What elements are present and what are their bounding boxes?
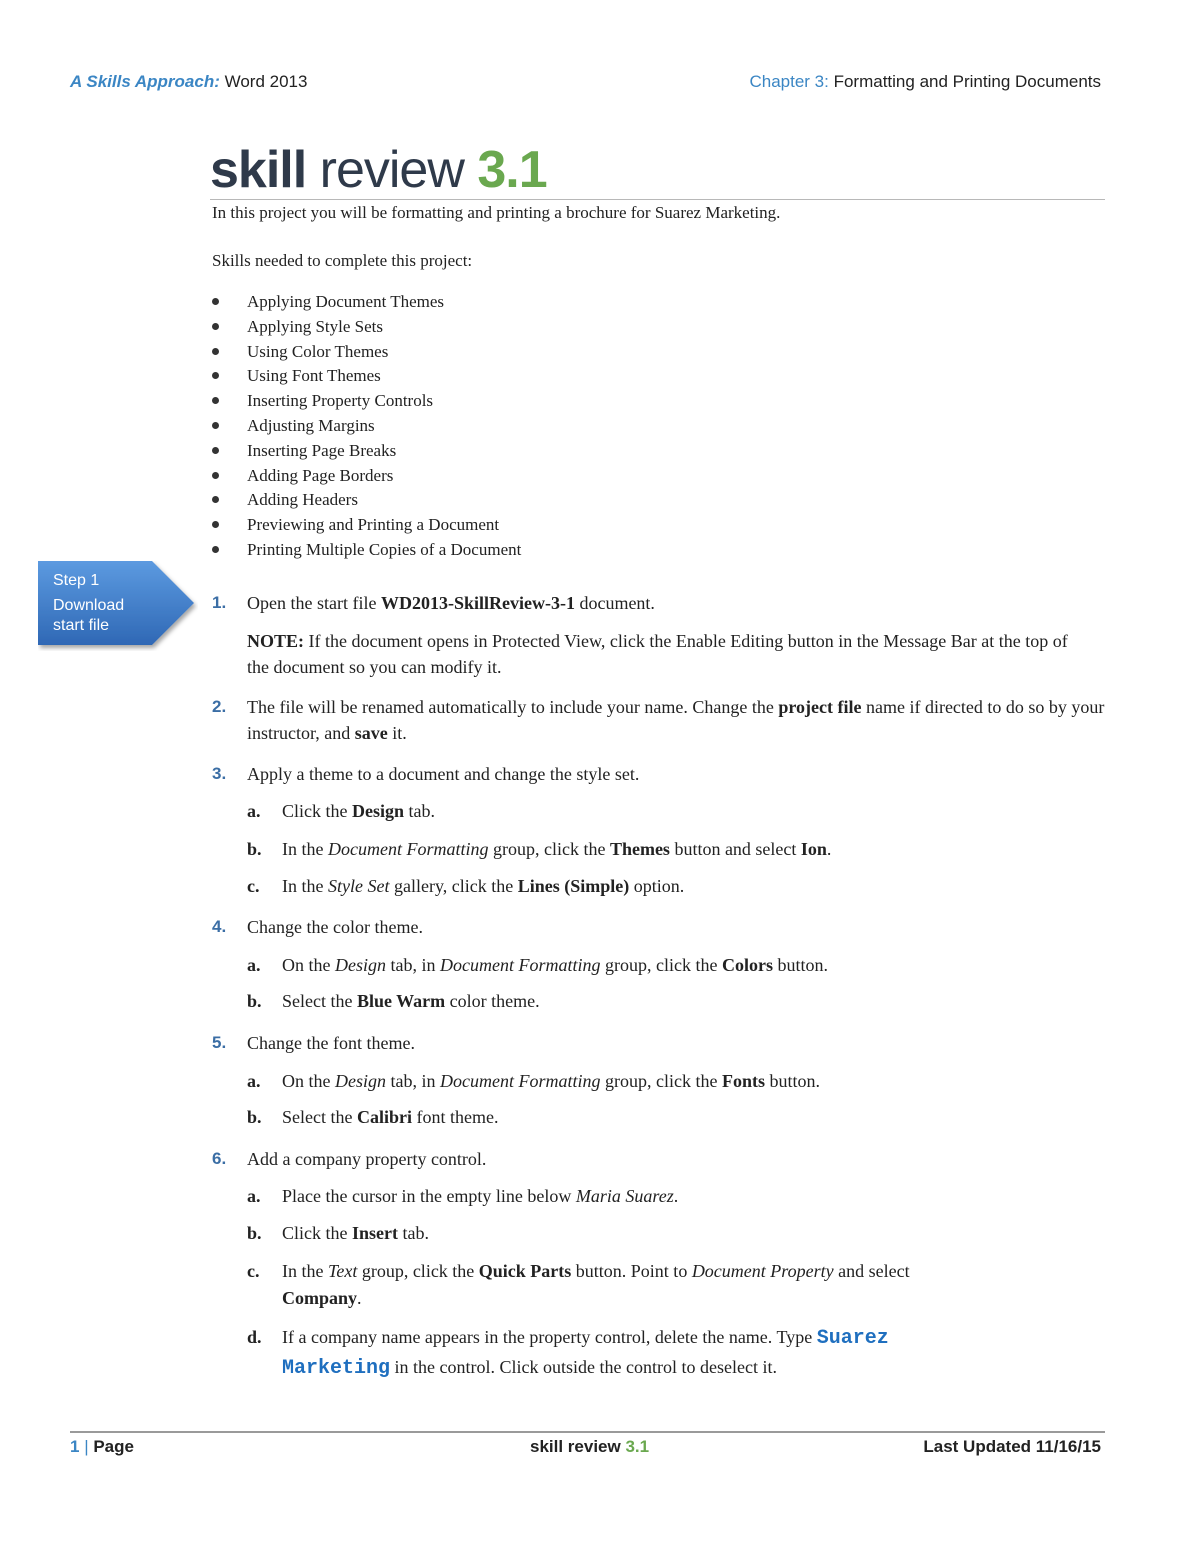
list-item: Adjusting Margins <box>212 415 521 440</box>
bullet-icon <box>212 546 219 553</box>
list-item: Adding Headers <box>212 489 521 514</box>
footer-page: 1 | Page <box>70 1437 134 1456</box>
footer-divider <box>70 1431 1105 1433</box>
list-item: Inserting Page Breaks <box>212 440 521 465</box>
step-number: 6. <box>212 1149 227 1168</box>
intro-paragraph: In this project you will be formatting and printing a brochure for Suarez Marketing. <box>212 203 781 222</box>
page-number: 1 <box>70 1437 80 1456</box>
header-book-title <box>70 72 307 92</box>
bullet-icon <box>212 348 219 355</box>
title-part-number: 3.1 <box>477 141 547 199</box>
list-item: Inserting Property Controls <box>212 390 521 415</box>
header-book-suffix: Word 2013 <box>219 72 308 91</box>
callout-text: Step 1 Download start file <box>53 572 125 634</box>
typed-text: Suarez Marketing <box>282 1327 889 1380</box>
title-divider <box>210 199 1105 200</box>
footer-last-updated: Last Updated 11/16/15 <box>923 1437 1101 1456</box>
bullet-icon <box>212 472 219 479</box>
step-number: 5. <box>212 1033 227 1052</box>
step-number: 2. <box>212 697 227 716</box>
footer-title: skill review 3.1 <box>530 1437 650 1456</box>
bullet-icon <box>212 447 219 454</box>
list-item: Applying Document Themes <box>212 291 521 316</box>
header-chapter-prefix: Chapter 3: <box>749 72 829 91</box>
bullet-icon <box>212 496 219 503</box>
list-item: Using Font Themes <box>212 365 521 390</box>
list-item: Applying Style Sets <box>212 316 521 341</box>
skills-heading: Skills needed to complete this project: <box>212 251 473 270</box>
step-number: 1. <box>212 593 227 612</box>
bullet-icon <box>212 372 219 379</box>
title-part-review: review <box>306 141 478 199</box>
list-item: Previewing and Printing a Document <box>212 514 521 539</box>
step-number: 4. <box>212 917 227 936</box>
step-callout <box>38 561 194 647</box>
note-label: NOTE: <box>247 631 305 651</box>
header-chapter-title <box>749 72 1101 92</box>
list-item: Adding Page Borders <box>212 465 521 490</box>
bullet-icon <box>212 422 219 429</box>
skills-list <box>212 291 521 564</box>
bullet-icon <box>212 323 219 330</box>
header-chapter-suffix: Formatting and Printing Documents <box>828 72 1101 91</box>
header-book-prefix: A Skills Approach: <box>70 72 220 91</box>
step-number: 3. <box>212 764 227 783</box>
list-item: Printing Multiple Copies of a Document <box>212 539 521 564</box>
bullet-icon <box>212 298 219 305</box>
title-part-skill: skill <box>210 141 307 199</box>
bullet-icon <box>212 397 219 404</box>
list-item: Using Color Themes <box>212 341 521 366</box>
bullet-icon <box>212 521 219 528</box>
page-title <box>210 140 547 200</box>
